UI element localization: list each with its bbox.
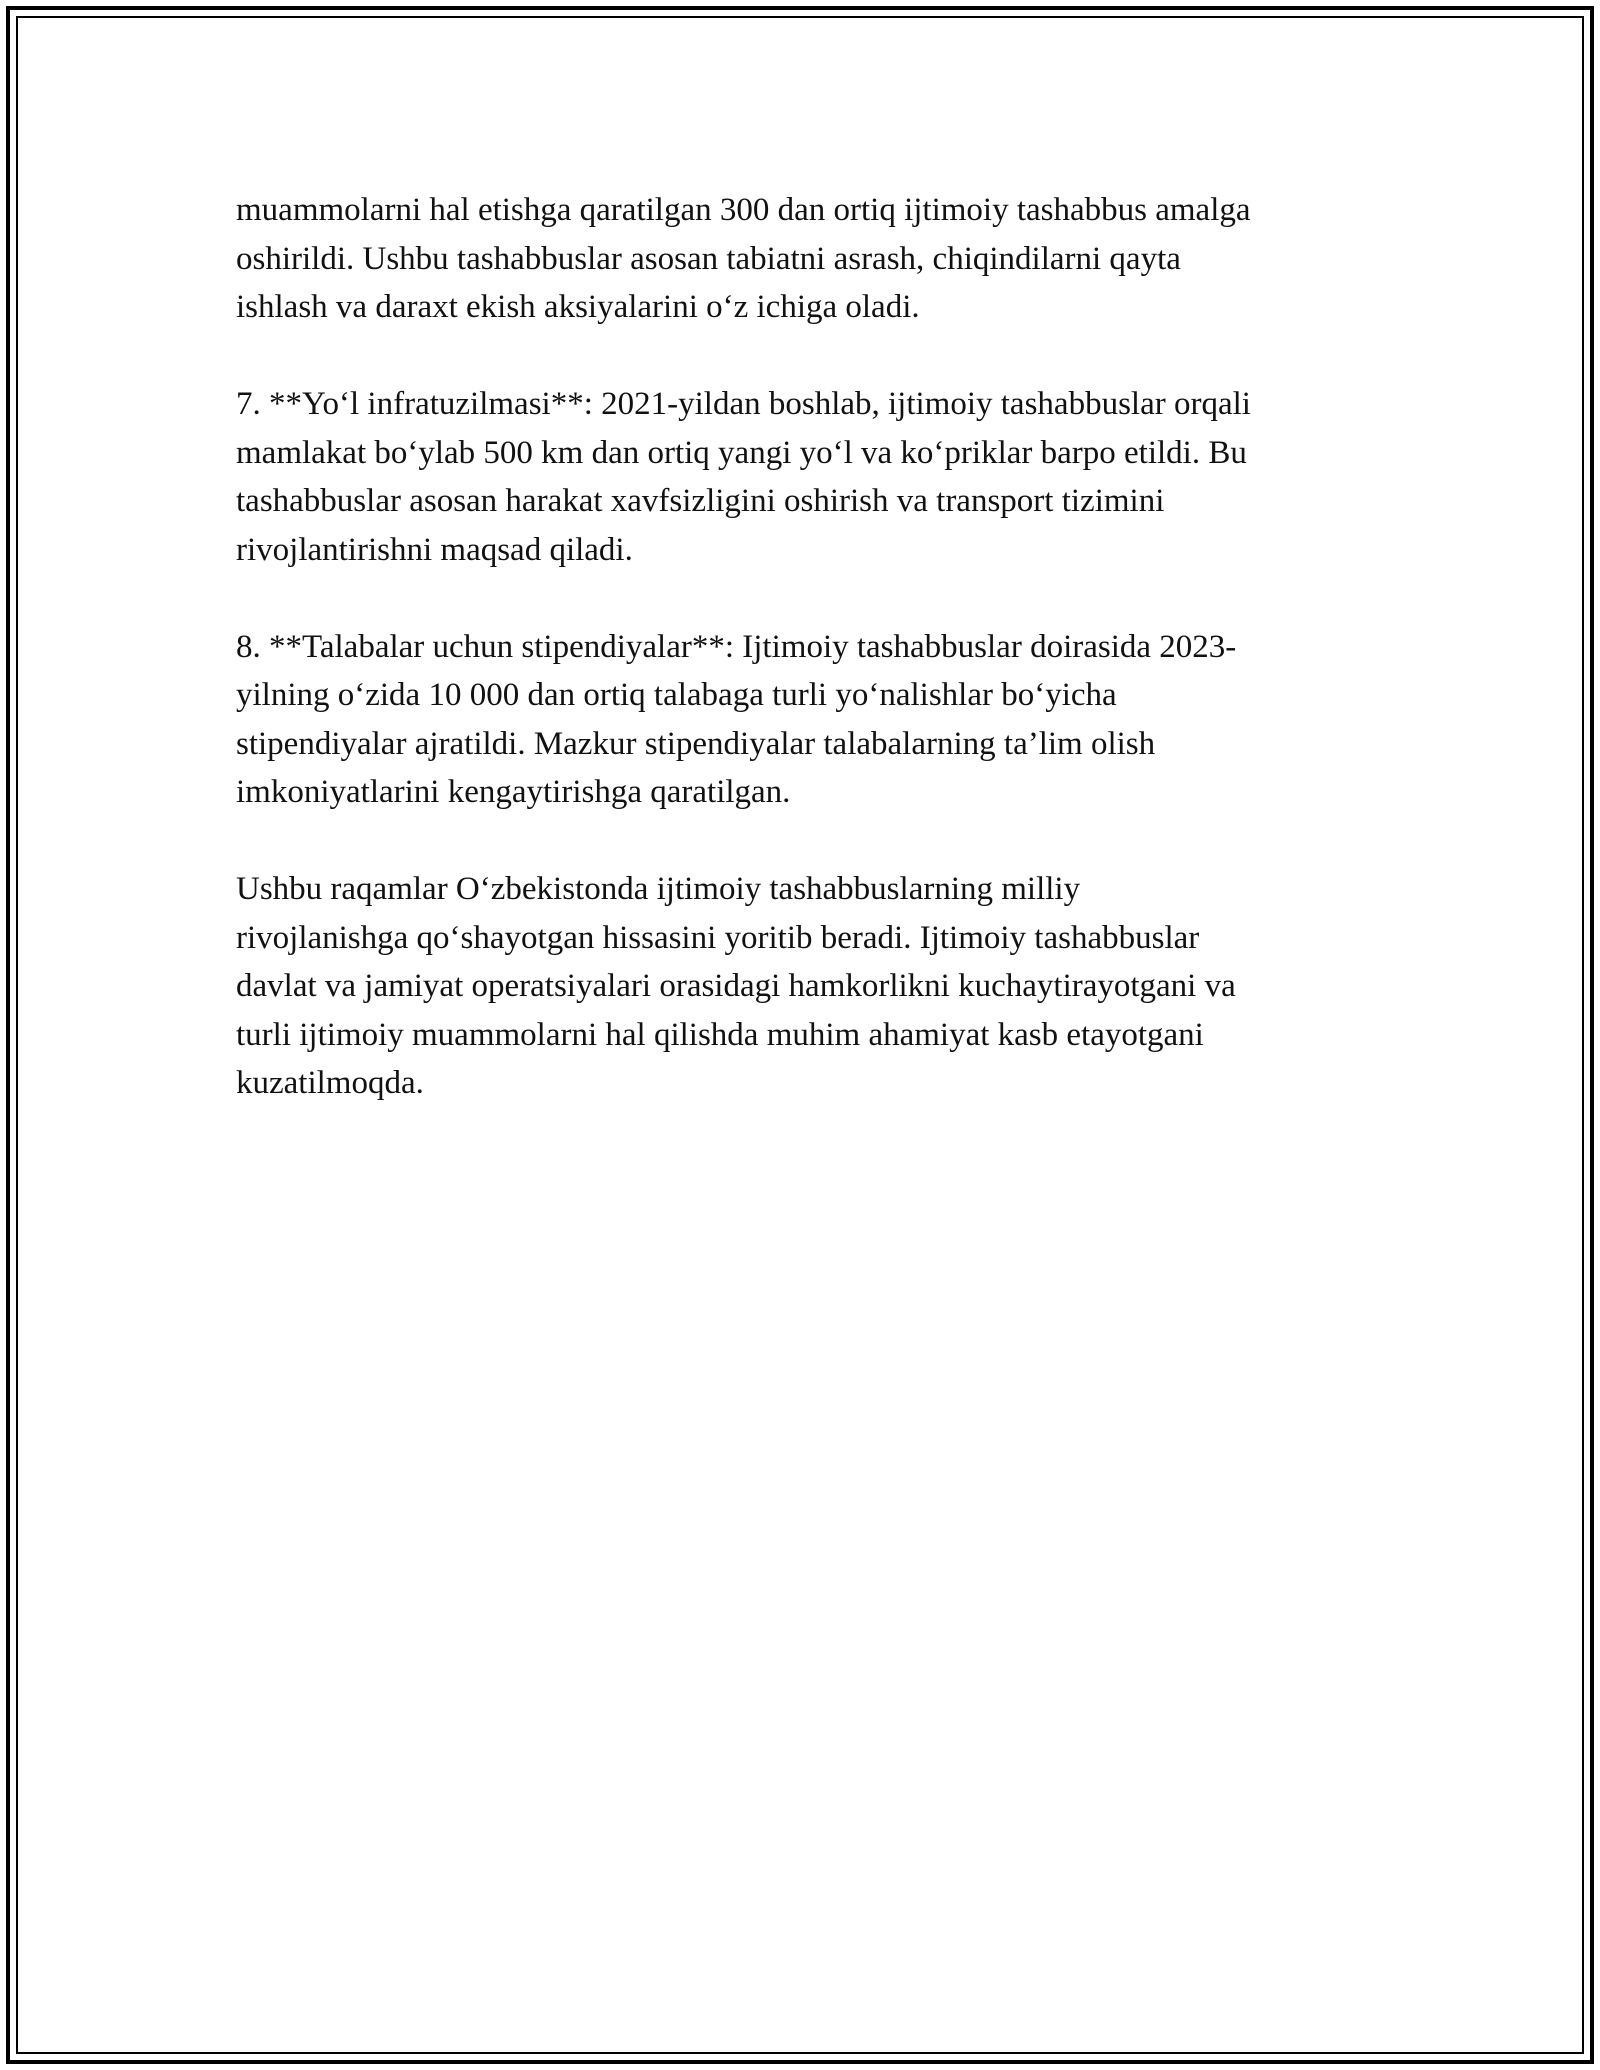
text-line: 7. **Yo‘l infratuzilmasi**: 2021-yildan boshlab, ijtimoiy tashabbuslar orqali (236, 386, 1251, 422)
document-body (236, 186, 1376, 1156)
text-line: mamlakat bo‘ylab 500 km dan ortiq yangi yo‘l va ko‘priklar barpo etildi. Bu (236, 434, 1247, 471)
text-line: rivojlanishga qo‘shayotgan hissasini yoritib beradi. Ijtimoiy tashabbuslar (236, 919, 1200, 956)
text-line: kuzatilmoqda. (236, 1065, 424, 1101)
text-line: muammolarni hal etishga qaratilgan 300 dan ortiq ijtimoiy tashabbus amalga (236, 192, 1251, 228)
text-line: ishlash va daraxt ekish aksiyalarini o‘z ichiga oladi. (236, 289, 920, 325)
text-line: imkoniyatlarini kengaytirishga qaratilgan. (236, 774, 791, 810)
paragraph-item-7 (236, 380, 1376, 574)
paragraph-continuation (236, 186, 1376, 332)
text-line: yilning o‘zida 10 000 dan ortiq talabaga turli yo‘nalishlar bo‘yicha (236, 677, 1117, 713)
text-line: 8. **Talabalar uchun stipendiyalar**: Ijtimoiy tashabbuslar doirasida 2023- (236, 628, 1237, 665)
text-line: turli ijtimoiy muammolarni hal qilishda muhim ahamiyat kasb etayotgani (236, 1016, 1204, 1053)
text-line: davlat va jamiyat operatsiyalari orasidagi hamkorlikni kuchaytirayotgani va (236, 968, 1236, 1004)
text-line: oshirildi. Ushbu tashabbuslar asosan tabiatni asrash, chiqindilarni qayta (236, 240, 1181, 277)
paragraph-conclusion (236, 865, 1376, 1108)
text-line: tashabbuslar asosan harakat xavfsizligini oshirish va transport tizimini (236, 483, 1165, 519)
text-line: Ushbu raqamlar O‘zbekistonda ijtimoiy tashabbuslarning milliy (236, 871, 1081, 907)
text-line: stipendiyalar ajratildi. Mazkur stipendiyalar talabalarning ta’lim olish (236, 725, 1156, 762)
paragraph-item-8 (236, 623, 1376, 817)
text-line: rivojlantirishni maqsad qiladi. (236, 531, 633, 568)
